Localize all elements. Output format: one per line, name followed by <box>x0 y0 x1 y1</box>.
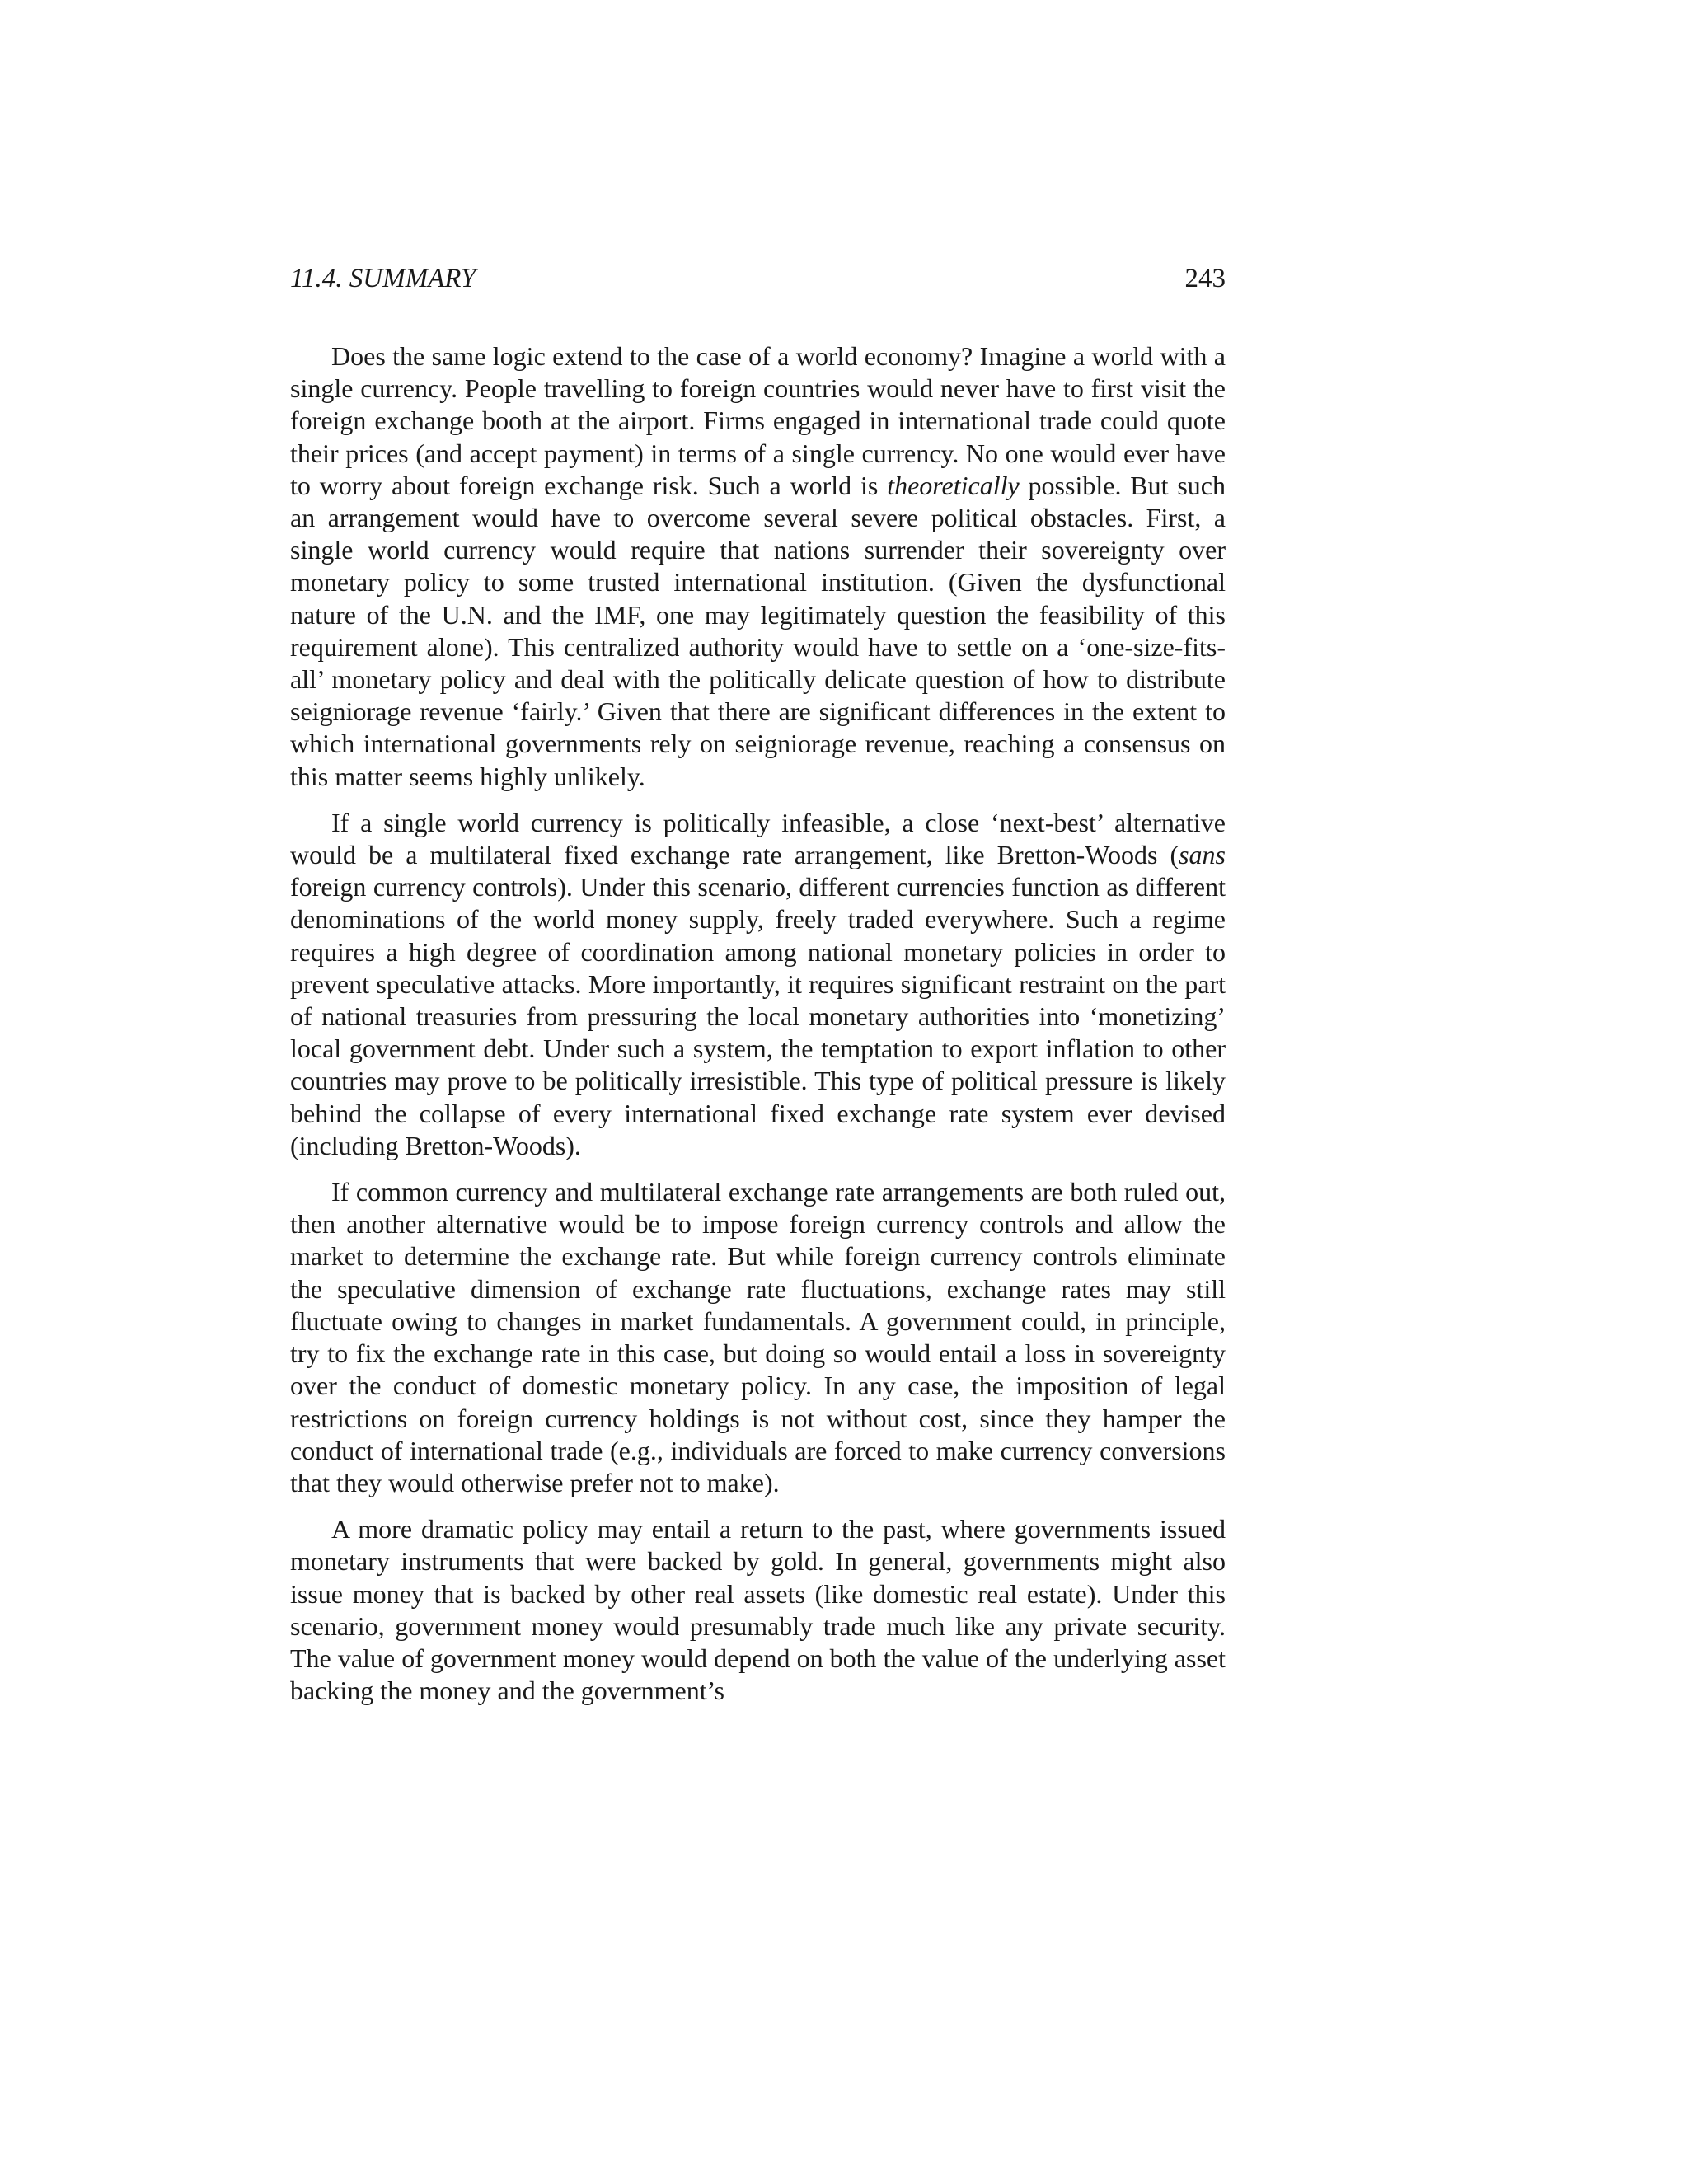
paragraph-3: If common currency and multilateral exchange rate arrangements are both ruled out, then another alternative would be to impose foreign currency controls and allow the market to determine the exchange rate. But while foreign currency controls eliminate the speculative dimension of exchange rate fluctuations, exchange rates may still fluctuate owing to changes in market fundamentals. A government could, in principle, try to fix the exchange rate in this case, but doing so would entail a loss in sovereignty over the conduct of domestic monetary policy. In any case, the imposition of legal restrictions on foreign currency holdings is not without cost, since they hamper the conduct of international trade (e.g., individuals are forced to make currency conversions that they would otherwise prefer not to make). <box>290 1177 1226 1497</box>
emphasis-theoretically: theoretically <box>887 470 1020 500</box>
paragraph-2-text-b: foreign currency controls). Under this scenario, different currencies function as different denominations of the world money supply, freely traded everywhere. Such a regime requires a high degree of coordination among national monetary policies in order to prevent speculative attacks. More importantly, it requires significant restraint on the part of national treasuries from pressuring the local monetary authorities into ‘monetizing’ local government debt. Under such a system, the temptation to export inflation to other countries may prove to be politically irresistible. This type of political pressure is likely behind the collapse of every international fixed exchange rate system ever devised (including Bretton-Woods). <box>290 872 1226 1160</box>
section-title: 11.4. SUMMARY <box>290 264 476 293</box>
emphasis-sans: sans <box>1179 840 1226 870</box>
paragraph-4: A more dramatic policy may entail a return to the past, where governments issued monetary instruments that were backed by gold. In general, governments might also issue money that is backed by other real assets (like domestic real estate). Under this scenario, government money would presumably trade much like any private security. The value of government money would depend on both the value of the underlying asset backing the money and the government’s <box>290 1514 1226 1706</box>
paragraph-2 <box>290 807 1226 1162</box>
paragraph-1-text-a: Does the same logic extend to the case of a world economy? Imagine a world with a single currency. People travelling to foreign countries would never have to first visit the foreign exchange booth at the airport. Firms engaged in international trade could quote their prices (and accept payment) in terms of a single currency. No one would ever have to worry about foreign exchange risk. Such a world is <box>290 341 1226 500</box>
paragraph-2-text-a: If a single world currency is politically infeasible, a close ‘next-best’ alternative would be a multilateral fixed exchange rate arrangement, like Bretton-Woods ( <box>290 807 1226 870</box>
page <box>290 0 1226 2184</box>
paragraph-1 <box>290 340 1226 793</box>
body-text <box>290 340 1226 1707</box>
paragraph-1-text-b: possible. But such an arrangement would have to overcome several severe political obstacles. First, a single world currency would require that nations surrender their sovereignty over monetary policy to some trusted international institution. (Given the dysfunctional nature of the U.N. and the IMF, one may legitimately question the feasibility of this requirement alone). This centralized authority would have to settle on a ‘one-size-fits-all’ monetary policy and deal with the politically delicate question of how to distribute seigniorage revenue ‘fairly.’ Given that there are significant differences in the extent to which international governments rely on seigniorage revenue, reaching a consensus on this matter seems highly unlikely. <box>290 470 1226 791</box>
page-number: 243 <box>1184 264 1226 293</box>
running-head <box>290 262 1226 295</box>
